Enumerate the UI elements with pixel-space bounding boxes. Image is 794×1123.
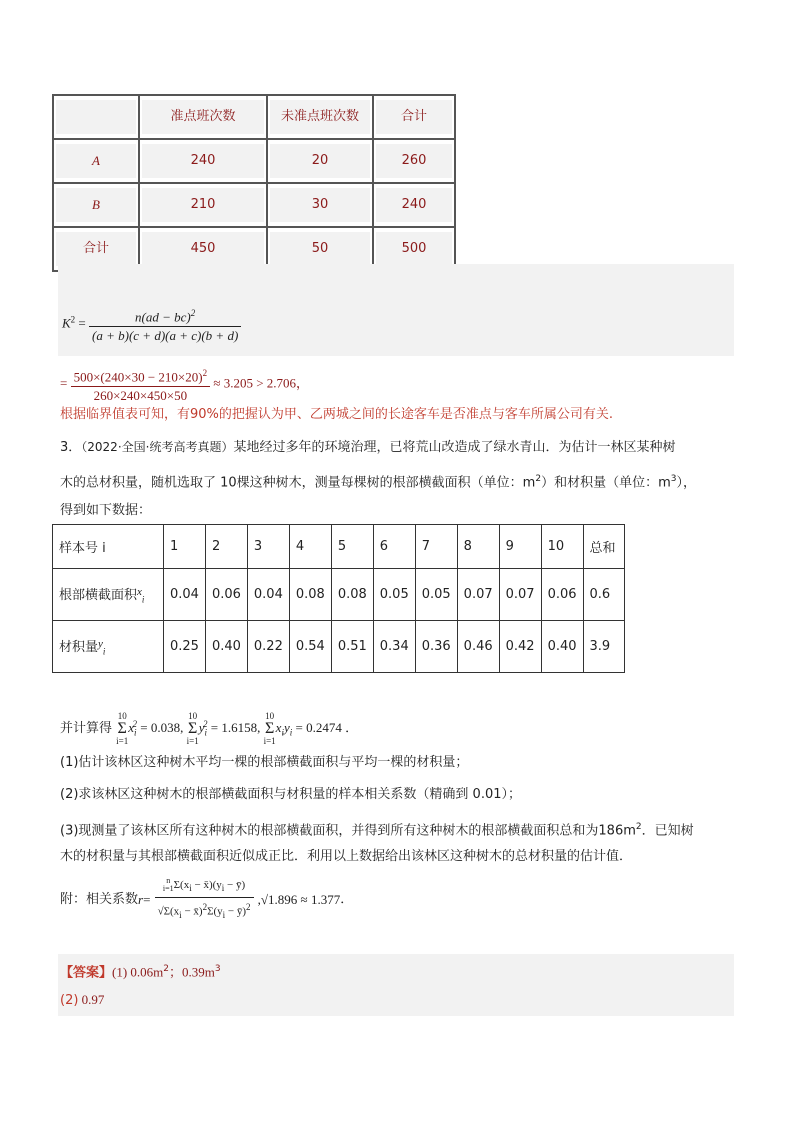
sums-line: 并计算得 10 Σ i=1 $x_i^2 = 0.038$, 10 Σ i=1 $y_i^2 = 1.6158$, 10 Σ i=1 $x_iy_i = 0.2474$ ． (60, 711, 359, 746)
table-cell: 9 (499, 525, 541, 569)
table-cell: 3.9 (583, 621, 624, 673)
table-cell: 合计 (53, 227, 139, 271)
question-3-line2: 木的材积量与其根部横截面积近似成正比．利用以上数据给出该林区这种树木的总材积量的估计值． (60, 849, 633, 864)
correlation-formula: 附：相关系数r= n i=1 $\Sigma(x_i$ − $x̄)(y_i$ − ȳ) $√\Sigma(x_i$ − $x̄)^2\Sigma(y_i$ − ȳ)$^2$ ,√1.896 ≈ 1.377． (60, 876, 354, 921)
table-cell: 5 (331, 525, 373, 569)
k2-calculation: = $\frac{500\times(240\times 30 - 210\times 20)^2}{260\times 240\times 450\times 50}$ ≈ 3.205 > 2.706， (60, 364, 309, 405)
table-cell (53, 95, 139, 139)
problem3-line1: 3．（2022·全国·统考高考真题）某地经过多年的环境治理，已将荒山改造成了绿水青山．为估计一林区某种树 (60, 440, 676, 455)
table-cell: 4 (289, 525, 331, 569)
table-cell: 0.46 (457, 621, 499, 673)
conclusion-text: 根据临界值表可知，有90%的把握认为甲、乙两城之间的长途客车是否准点与客车所属公司有关. (60, 407, 614, 422)
table-cell: 0.54 (289, 621, 331, 673)
table-row (53, 139, 455, 183)
table-cell: 20 (267, 139, 373, 183)
table-cell: 准点班次数 (139, 95, 267, 139)
table-cell: 7 (415, 525, 457, 569)
answer-line-2: (2) 0.97 (60, 992, 105, 1008)
table-row (53, 621, 625, 673)
table-row (53, 525, 625, 569)
question-3: (3)现测量了该林区所有这种树木的根部横截面积，并得到所有这种树木的根部横截面积总和为$186m^2$．已知树 (60, 822, 694, 839)
table-cell: 240 (373, 183, 455, 227)
table-cell: 0.40 (541, 621, 583, 673)
table-cell: 0.6 (583, 569, 624, 621)
data-table (52, 524, 625, 673)
table-cell: 0.06 (541, 569, 583, 621)
table-cell: 210 (139, 183, 267, 227)
table-cell: 30 (267, 183, 373, 227)
table-cell: 0.04 (164, 569, 206, 621)
table-cell: 500 (373, 227, 455, 271)
table-cell: 50 (267, 227, 373, 271)
table-cell: 0.42 (499, 621, 541, 673)
question-1: (1)估计该林区这种树木平均一棵的根部横截面积与平均一棵的材积量； (60, 755, 469, 770)
table-cell: 样本号 i (53, 525, 164, 569)
answer-line-1: 【答案】(1) $0.06m^2$；$0.39m^3$ (60, 964, 221, 981)
table-cell: 0.25 (164, 621, 206, 673)
table-cell: 450 (139, 227, 267, 271)
table-cell: 0.05 (373, 569, 415, 621)
table-cell: 总和 (583, 525, 624, 569)
table-cell: B (53, 183, 139, 227)
table-cell: 6 (373, 525, 415, 569)
table-cell: A (53, 139, 139, 183)
table-cell: 合计 (373, 95, 455, 139)
table-row (53, 569, 625, 621)
contingency-table (52, 94, 456, 272)
k2-formula: $K^2$ = $\frac{n(ad - bc)^2}{(a + b)(c + d)(a + c)(b + d)}$ (62, 304, 241, 345)
table-cell: 0.04 (247, 569, 289, 621)
table-cell: 0.08 (289, 569, 331, 621)
table-cell: 0.06 (205, 569, 247, 621)
table-cell: 0.07 (499, 569, 541, 621)
table-cell: 1 (164, 525, 206, 569)
question-2: (2)求该林区这种树木的根部横截面积与材积量的样本相关系数（精确到 0.01）； (60, 787, 521, 802)
table-row (53, 95, 455, 139)
table-cell: 0.22 (247, 621, 289, 673)
table-cell: 2 (205, 525, 247, 569)
table-cell: 0.40 (205, 621, 247, 673)
table-cell: 260 (373, 139, 455, 183)
table-cell: 0.36 (415, 621, 457, 673)
table-cell: 0.07 (457, 569, 499, 621)
problem3-line2: 木的总材积量，随机选取了 10棵这种树木，测量每棵树的根部横截面积（单位：$m^2$）和材积量（单位：$m^3$）， (60, 474, 696, 491)
table-cell: 0.34 (373, 621, 415, 673)
table-cell: 0.05 (415, 569, 457, 621)
table-cell: 0.08 (331, 569, 373, 621)
table-cell: 8 (457, 525, 499, 569)
table-cell: 材积量$^y_i$ (53, 621, 164, 673)
table-cell: 0.51 (331, 621, 373, 673)
table-cell: 10 (541, 525, 583, 569)
problem3-line3: 得到如下数据： (60, 503, 152, 518)
table-cell: 240 (139, 139, 267, 183)
table-cell: 未准点班次数 (267, 95, 373, 139)
table-cell: 3 (247, 525, 289, 569)
table-cell: 根部横截面积$^x_i$ (53, 569, 164, 621)
table-row (53, 183, 455, 227)
